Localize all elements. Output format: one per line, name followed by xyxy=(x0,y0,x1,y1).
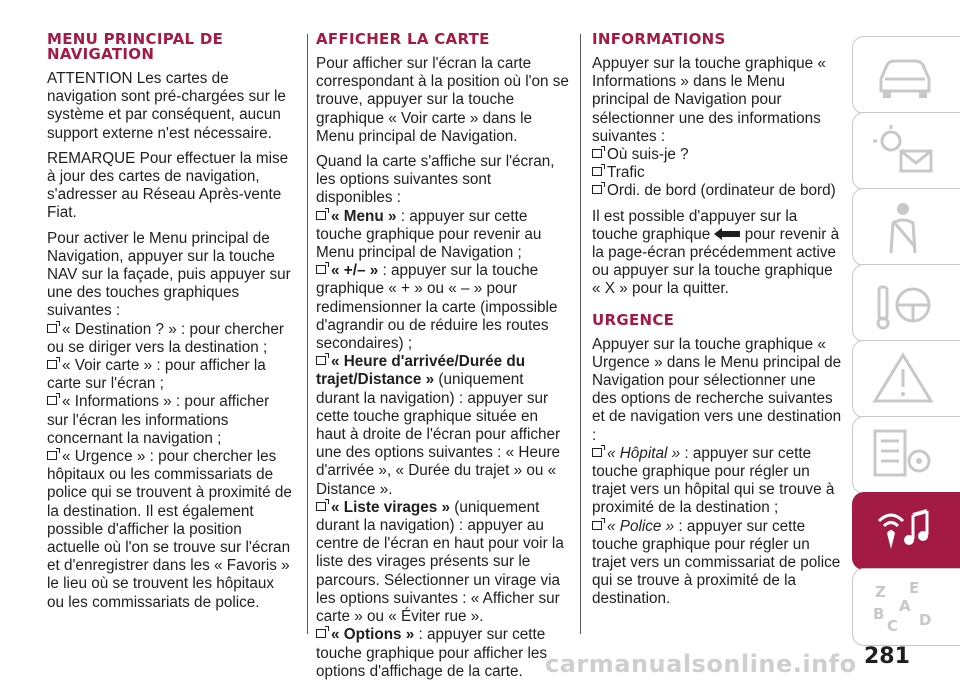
svg-text:Z: Z xyxy=(875,583,886,601)
index-letters-icon xyxy=(869,577,939,637)
multimedia-icon xyxy=(869,501,939,561)
list-item: « +/– » : appuyer sur la touche graphique « + » ou « – » pour redimensionner la carte (impossible d'agrandir ou de réduire les routes secondaires) ; xyxy=(316,262,558,353)
paragraph-remarque: REMARQUE Pour effectuer la mise à jour des cartes de navigation, s'adresser au Réseau Après-vente Fiat. xyxy=(47,149,289,222)
bullet-icon xyxy=(592,167,602,176)
page-number: 281 xyxy=(864,644,910,669)
paragraph-activation: Pour activer le Menu principal de Navigation, appuyer sur la touche NAV sur la façade, puis appuyer sur une des touches graphiques suivantes : xyxy=(47,229,291,320)
svg-text:D: D xyxy=(919,611,932,629)
list-item: « Urgence » : pour chercher les hôpitaux ou les commissariats de police qui se trouvent à proximité de la destination. Il est également possible d'afficher la position actuelle où l'on se trouve sur l'écran et d'enregistrer dans les « Favoris » le lieu où se trouvent les hôpitaux ou les commissariats de police. xyxy=(47,448,292,611)
paragraph-urgence: Appuyer sur la touche graphique « Urgence » dans le Menu principal de Navigation pour sélectionner une des options de recherche suivantes et de navigation vers une destination : xyxy=(592,335,842,444)
list-item: « Heure d'arrivée/Durée du trajet/Distance » (uniquement durant la navigation) : appuyer sur cette touche graphique située en haut à droite de l'écran pour afficher une des options suivantes : « Heure d'arrivée », « Durée du trajet » ou « Distance ». xyxy=(316,353,561,498)
column-divider xyxy=(580,34,581,634)
svg-text:B: B xyxy=(873,605,885,623)
warning-lights-icon xyxy=(869,121,939,181)
list-item: « Hôpital » : appuyer sur cette touche graphique pour régler un trajet vers un hôpital qui se trouve à proximité de la destination ; xyxy=(592,444,835,517)
section-title-menu-navigation: MENU PRINCIPAL DE NAVIGATION xyxy=(47,30,224,63)
back-arrow-icon xyxy=(714,228,740,240)
bullet-icon xyxy=(47,396,57,405)
paragraph-informations: Appuyer sur la touche graphique « Informations » dans le Menu principal de Navigation pour sélectionner une des informations suivantes : xyxy=(592,55,826,145)
paragraph-attention: ATTENTION Les cartes de navigation sont pré-chargées sur le système et par conséquent, aucun support externe n'est nécessaire. xyxy=(47,70,286,142)
list-item: « Liste virages » (uniquement durant la navigation) : appuyer au centre de l'écran en haut pour voir la liste des virages présents sur le parcours. Sélectionner un virage via les options suivantes : « Afficher sur carte » ou « Éviter rue ». xyxy=(316,498,564,626)
bullet-icon xyxy=(592,185,602,194)
paragraph-afficher-carte: Pour afficher sur l'écran la carte correspondant à la position où l'on se trouve, appuyer sur la touche graphique « Voir carte » dans le Menu principal de Navigation. xyxy=(316,55,569,145)
tab-key-steering[interactable] xyxy=(852,264,960,342)
tab-maintenance[interactable] xyxy=(852,416,960,494)
list-item: Trafic xyxy=(592,164,842,182)
road-warning-icon xyxy=(869,349,939,409)
bullet-icon xyxy=(47,360,57,369)
bullet-icon xyxy=(592,448,602,457)
tab-road-warning[interactable] xyxy=(852,340,960,418)
column-menu-navigation xyxy=(47,32,293,612)
paragraph-retour: Il est possible d'appuyer sur la touche graphique pour revenir à la page-écran précédemment active ou appuyer sur la touche graphique « X » pour la quitter. xyxy=(592,207,840,298)
section-title-urgence: URGENCE xyxy=(592,310,675,329)
car-icon xyxy=(869,45,939,105)
paragraph-options: Quand la carte s'affiche sur l'écran, les options suivantes sont disponibles : xyxy=(316,153,555,207)
tab-car[interactable] xyxy=(852,36,960,114)
tab-multimedia[interactable] xyxy=(852,492,960,570)
bullet-icon xyxy=(47,324,57,333)
bullet-icon xyxy=(316,629,326,638)
list-item: Ordi. de bord (ordinateur de bord) xyxy=(592,182,842,200)
list-item: « Voir carte » : pour afficher la carte sur l'écran ; xyxy=(47,357,266,393)
maintenance-gear-icon xyxy=(869,425,939,485)
list-item: « Informations » : pour afficher sur l'écran les informations concernant la navigation ; xyxy=(47,393,270,447)
section-title-informations: INFORMATIONS xyxy=(592,30,726,48)
list-item: « Options » : appuyer sur cette touche graphique pour afficher les options d'affichage de la carte. xyxy=(316,626,548,680)
bullet-icon xyxy=(592,521,602,530)
svg-text:C: C xyxy=(887,617,899,635)
bullet-icon xyxy=(316,502,326,511)
list-item: « Destination ? » : pour chercher ou se diriger vers la destination ; xyxy=(47,320,284,356)
tab-warning-lights[interactable] xyxy=(852,112,960,190)
list-item: « Menu » : appuyer sur cette touche graphique pour revenir au Menu principal de Navigation ; xyxy=(316,207,542,262)
svg-text:A: A xyxy=(899,597,911,615)
tab-seatbelt-airbag[interactable] xyxy=(852,188,960,266)
column-afficher-carte xyxy=(316,32,570,681)
list-item: « Police » : appuyer sur cette touche graphique pour régler un trajet vers un commissariat de police qui se trouve à proximité de la destination. xyxy=(592,517,841,608)
svg-text:E: E xyxy=(909,579,920,597)
section-title-afficher-carte: AFFICHER LA CARTE xyxy=(316,30,490,48)
column-informations xyxy=(592,32,842,609)
list-item: Où suis-je ? xyxy=(592,146,842,164)
bullet-icon xyxy=(316,356,326,365)
bullet-icon xyxy=(47,451,57,460)
bullet-icon xyxy=(592,149,602,158)
column-divider xyxy=(307,34,308,634)
key-steering-wheel-icon xyxy=(869,273,939,333)
bullet-icon xyxy=(316,211,326,220)
watermark: carmanualsonline.info xyxy=(545,650,857,678)
seatbelt-airbag-icon xyxy=(869,197,939,257)
tab-index[interactable] xyxy=(852,568,960,646)
bullet-icon xyxy=(316,265,326,274)
